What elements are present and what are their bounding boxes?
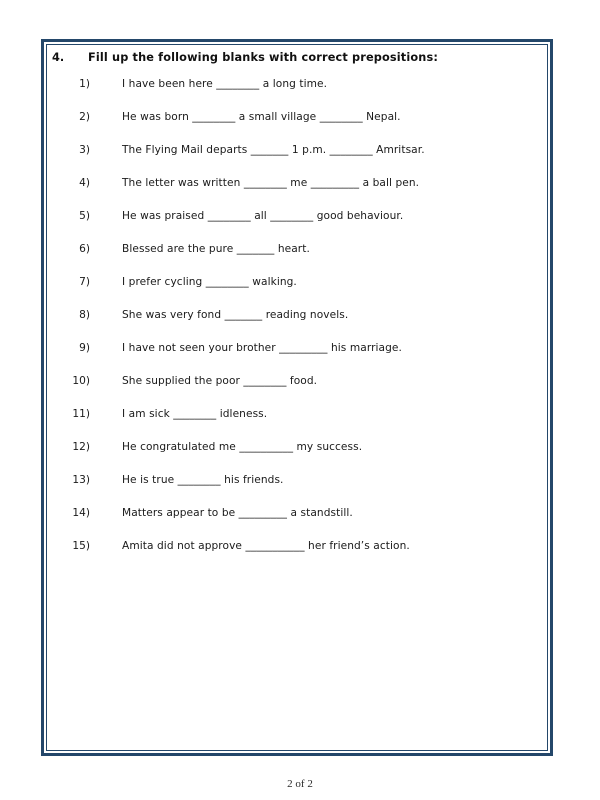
list-item-text: She was very fond _______ reading novels. <box>122 309 349 321</box>
list-item-number: 8) <box>79 309 90 321</box>
list-item-text: Matters appear to be _________ a standstill. <box>122 507 353 519</box>
list-item <box>52 408 547 441</box>
list-item <box>52 309 547 342</box>
list-item <box>52 507 547 540</box>
list-item-number: 14) <box>72 507 90 519</box>
list-item <box>52 78 547 111</box>
question-item-list <box>52 78 547 573</box>
list-item <box>52 210 547 243</box>
list-item-number: 3) <box>79 144 90 156</box>
list-item <box>52 540 547 573</box>
question-heading <box>52 51 547 64</box>
list-item <box>52 342 547 375</box>
list-item <box>52 177 547 210</box>
list-item-number: 1) <box>79 78 90 90</box>
list-item-text: I have been here ________ a long time. <box>122 78 328 90</box>
list-item-text: He was praised ________ all ________ good behaviour. <box>122 210 404 222</box>
list-item-text: Amita did not approve ___________ her friend’s action. <box>122 540 410 552</box>
list-item-text: He is true ________ his friends. <box>122 474 284 486</box>
list-item-number: 4) <box>79 177 90 189</box>
page-content <box>47 45 547 750</box>
list-item-number: 2) <box>79 111 90 123</box>
list-item-number: 9) <box>79 342 90 354</box>
list-item-number: 12) <box>72 441 90 453</box>
list-item-number: 13) <box>72 474 90 486</box>
list-item-text: She supplied the poor ________ food. <box>122 375 318 387</box>
list-item-number: 15) <box>72 540 90 552</box>
question-title: Fill up the following blanks with correct prepositions: <box>88 51 439 64</box>
list-item-number: 11) <box>72 408 90 420</box>
list-item-text: I prefer cycling ________ walking. <box>122 276 297 288</box>
list-item <box>52 375 547 408</box>
list-item-number: 5) <box>79 210 90 222</box>
list-item-text: He congratulated me __________ my success. <box>122 441 363 453</box>
list-item <box>52 474 547 507</box>
list-item <box>52 243 547 276</box>
list-item-text: I am sick ________ idleness. <box>122 408 268 420</box>
list-item-text: The Flying Mail departs _______ 1 p.m. ________ Amritsar. <box>122 144 425 156</box>
list-item-text: Blessed are the pure _______ heart. <box>122 243 310 255</box>
list-item-number: 6) <box>79 243 90 255</box>
list-item <box>52 276 547 309</box>
list-item-text: He was born ________ a small village ________ Nepal. <box>122 111 401 123</box>
list-item <box>52 111 547 144</box>
list-item <box>52 441 547 474</box>
list-item-text: I have not seen your brother _________ his marriage. <box>122 342 402 354</box>
question-number: 4. <box>52 51 65 64</box>
list-item-number: 10) <box>72 375 90 387</box>
list-item-number: 7) <box>79 276 90 288</box>
list-item-text: The letter was written ________ me _________ a ball pen. <box>122 177 420 189</box>
page-footer: 2 of 2 <box>287 778 313 790</box>
list-item <box>52 144 547 177</box>
